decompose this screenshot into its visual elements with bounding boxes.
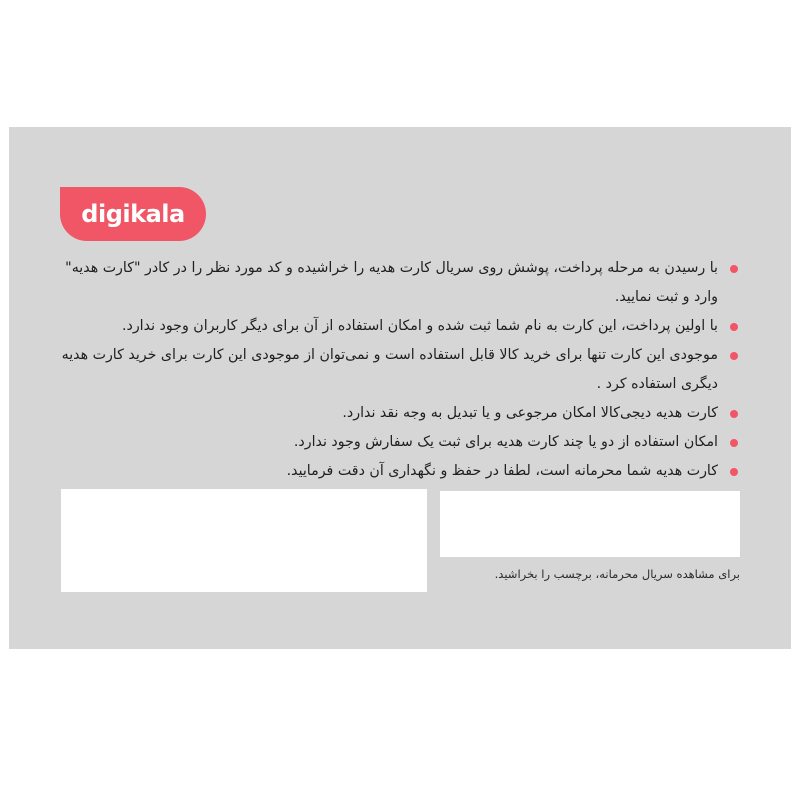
instruction-item <box>56 428 740 457</box>
digikala-logo <box>60 187 206 241</box>
logo-text: digikala <box>81 200 185 228</box>
instruction-item <box>56 341 740 399</box>
instruction-text: با رسیدن به مرحله پرداخت، پوشش روی سریال کارت هدیه را خراشیده و کد مورد نظر را در کادر "کارت هدیه" وارد و ثبت نمایید. <box>65 260 718 305</box>
bullet-dot-icon <box>730 352 738 360</box>
instruction-text: امکان استفاده از دو یا چند کارت هدیه برای ثبت یک سفارش وجود ندارد. <box>293 434 718 450</box>
instruction-item <box>56 457 740 486</box>
blank-panel <box>61 489 427 592</box>
instruction-text: موجودی این کارت تنها برای خرید کالا قابل استفاده است و نمی‌توان از موجودی این کارت برای خرید کارت هدیه دیگری استفاده کرد . <box>61 347 718 392</box>
instructions-list <box>56 254 740 486</box>
bullet-dot-icon <box>730 265 738 273</box>
bullet-dot-icon <box>730 468 738 476</box>
instruction-text: با اولین پرداخت، این کارت به نام شما ثبت شده و امکان استفاده از آن برای دیگر کاربران وجود ندارد. <box>122 318 718 334</box>
instruction-text: کارت هدیه شما محرمانه است، لطفا در حفظ و نگهداری آن دقت فرمایید. <box>286 463 718 479</box>
instruction-item <box>56 312 740 341</box>
scratch-note: برای مشاهده سریال محرمانه، برچسب را بخراشید. <box>494 567 740 581</box>
scratch-serial-area[interactable] <box>440 491 740 557</box>
bullet-dot-icon <box>730 439 738 447</box>
instruction-item <box>56 399 740 428</box>
instruction-item <box>56 254 740 312</box>
bullet-dot-icon <box>730 410 738 418</box>
bullet-dot-icon <box>730 323 738 331</box>
instruction-text: کارت هدیه دیجی‌کالا امکان مرجوعی و یا تبدیل به وجه نقد ندارد. <box>342 405 718 421</box>
